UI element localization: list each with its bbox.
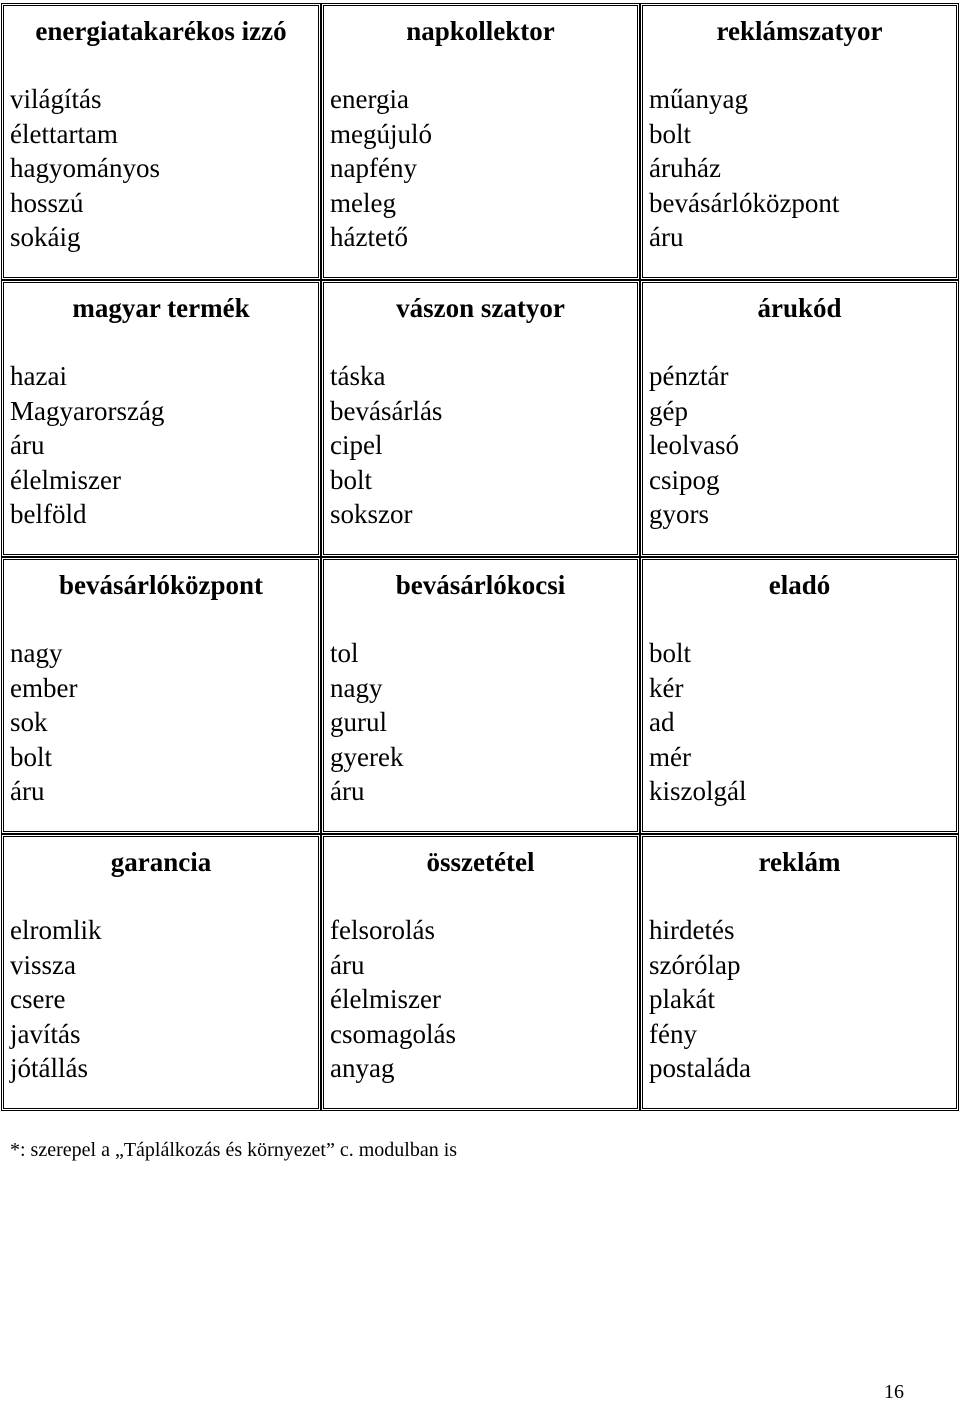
card-word-list xyxy=(330,82,637,255)
card-title: reklám xyxy=(758,847,841,877)
card-word: szórólap xyxy=(649,949,741,980)
card-title: eladó xyxy=(768,570,831,600)
card-title: energiatakarékos izzó xyxy=(35,16,287,46)
word-card xyxy=(1,834,321,1111)
word-card xyxy=(1,557,321,834)
card-word: plakát xyxy=(649,984,715,1015)
card-word: sok xyxy=(10,707,48,738)
card-word: bolt xyxy=(10,741,53,772)
card-word: táska xyxy=(330,361,386,391)
card-word: leolvasó xyxy=(649,430,739,461)
card-word: bevásárlás xyxy=(330,395,443,426)
card-title: garancia xyxy=(110,847,212,877)
card-word: kiszolgál xyxy=(649,776,747,807)
card-word: nagy xyxy=(330,672,383,703)
card-word: bevásárlóközpont xyxy=(649,187,840,218)
card-word: háztető xyxy=(330,222,408,253)
card-title: napkollektor xyxy=(406,16,555,46)
card-word: műanyag xyxy=(649,84,748,114)
card-word-list xyxy=(330,636,637,809)
card-word-list xyxy=(10,636,318,809)
card-word: ember xyxy=(10,672,78,703)
word-card xyxy=(321,834,640,1111)
card-word: áru xyxy=(330,949,365,980)
card-word: csere xyxy=(10,984,66,1015)
card-word-list xyxy=(649,359,956,532)
card-word: hazai xyxy=(10,361,67,391)
card-word-list xyxy=(649,913,956,1086)
card-word: anyag xyxy=(330,1053,395,1084)
card-word: elromlik xyxy=(10,915,102,945)
card-word: fény xyxy=(649,1018,697,1049)
card-word: javítás xyxy=(10,1018,81,1049)
card-word: jótállás xyxy=(10,1053,88,1084)
card-word: napfény xyxy=(330,153,417,184)
card-word-list xyxy=(330,913,637,1086)
card-word: hosszú xyxy=(10,187,84,218)
card-word: csipog xyxy=(649,464,720,495)
card-word: áru xyxy=(10,430,45,461)
card-word: cipel xyxy=(330,430,383,461)
card-word: belföld xyxy=(10,499,87,530)
card-word: Magyarország xyxy=(10,395,165,426)
card-title: árukód xyxy=(757,293,842,323)
card-title: bevásárlókocsi xyxy=(395,570,566,600)
card-title: összetétel xyxy=(426,847,535,877)
card-word: kér xyxy=(649,672,684,703)
word-card xyxy=(1,3,321,280)
card-word: világítás xyxy=(10,84,102,114)
card-word-list xyxy=(330,359,637,532)
card-word: hirdetés xyxy=(649,915,735,945)
card-word: ad xyxy=(649,707,675,738)
card-word: postaláda xyxy=(649,1053,751,1084)
card-word: élettartam xyxy=(10,118,118,149)
word-card xyxy=(640,280,959,557)
card-word: áruház xyxy=(649,153,721,184)
card-title: reklámszatyor xyxy=(716,16,883,46)
card-word-list xyxy=(649,82,956,255)
card-word: sokszor xyxy=(330,499,413,530)
card-word: bolt xyxy=(330,464,373,495)
card-word: hagyományos xyxy=(10,153,160,184)
card-word: nagy xyxy=(10,638,63,668)
card-word: meleg xyxy=(330,187,396,218)
card-word: áru xyxy=(330,776,365,807)
card-word: élelmiszer xyxy=(330,984,441,1015)
card-title: bevásárlóközpont xyxy=(58,570,264,600)
card-word-list xyxy=(10,359,318,532)
card-word-list xyxy=(10,913,318,1086)
footnote: *: szerepel a „Táplálkozás és környezet” c. modulban is xyxy=(10,1139,458,1161)
card-word: bolt xyxy=(649,638,692,668)
card-word-list xyxy=(10,82,318,255)
card-word: megújuló xyxy=(330,118,432,149)
card-word: energia xyxy=(330,84,409,114)
card-title: magyar termék xyxy=(72,293,250,323)
word-card xyxy=(640,557,959,834)
card-word: sokáig xyxy=(10,222,81,253)
card-word: gyors xyxy=(649,499,709,530)
card-word: bolt xyxy=(649,118,692,149)
word-card-grid xyxy=(1,3,959,1111)
card-word: gép xyxy=(649,395,688,426)
card-word: pénztár xyxy=(649,361,729,391)
card-word: áru xyxy=(10,776,45,807)
word-card xyxy=(321,557,640,834)
card-word: élelmiszer xyxy=(10,464,121,495)
word-card xyxy=(640,3,959,280)
card-word: gyerek xyxy=(330,741,404,772)
card-word-list xyxy=(649,636,956,809)
card-word: mér xyxy=(649,741,691,772)
card-word: csomagolás xyxy=(330,1018,456,1049)
card-word: gurul xyxy=(330,707,387,738)
card-word: áru xyxy=(649,222,684,253)
page-number: 16 xyxy=(884,1381,904,1403)
word-card xyxy=(640,834,959,1111)
word-card xyxy=(321,280,640,557)
card-word: tol xyxy=(330,638,359,668)
card-word: felsorolás xyxy=(330,915,435,945)
card-title: vászon szatyor xyxy=(396,293,565,323)
word-card xyxy=(1,280,321,557)
card-word: vissza xyxy=(10,949,76,980)
word-card xyxy=(321,3,640,280)
